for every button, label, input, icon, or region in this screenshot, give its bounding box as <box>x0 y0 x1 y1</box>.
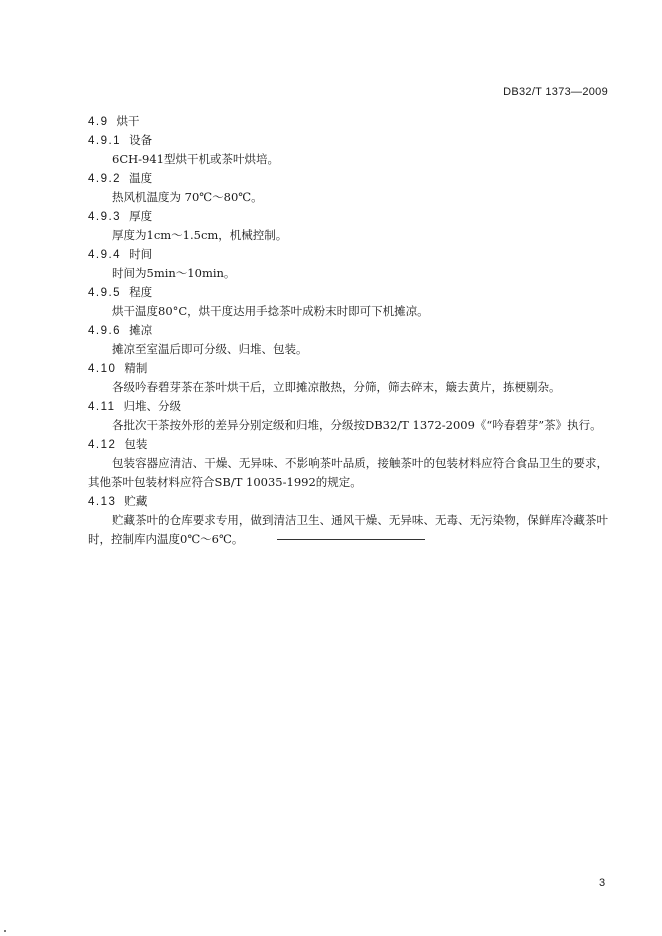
document-id-header: DB32/T 1373—2009 <box>503 86 608 98</box>
section-heading-4-9-1 <box>88 131 608 150</box>
scan-mark <box>4 930 6 932</box>
section-number: 4.9.1 <box>88 135 122 147</box>
section-number: 4.9.5 <box>88 287 122 299</box>
section-body-4-12: 包装容器应清洁、干燥、无异味、不影响茶叶品质，接触茶叶的包装材料应符合食品卫生的要求，其他茶叶包装材料应符合SB/T 10035-1992的规定。 <box>88 456 608 489</box>
section-title: 程度 <box>129 285 153 299</box>
section-heading-4-9-3 <box>88 207 608 226</box>
section-title: 温度 <box>129 171 153 185</box>
section-title: 精制 <box>124 361 148 375</box>
section-title: 时间 <box>129 247 153 261</box>
section-body-4-9-3: 厚度为1cm～1.5cm，机械控制。 <box>112 228 288 242</box>
section-number: 4.9.4 <box>88 249 122 261</box>
section-title: 归堆、分级 <box>123 399 182 413</box>
section-body-4-13: 贮藏茶叶的仓库要求专用，做到清洁卫生、通风干燥、无异味、无毒、无污染物，保鲜库冷藏茶叶时，控制库内温度0℃～6℃。 <box>88 513 608 546</box>
section-number: 4.10 <box>88 363 117 375</box>
section-number: 4.9.2 <box>88 173 122 185</box>
section-body-4-11: 各批次干茶按外形的差异分别定级和归堆，分级按DB32/T 1372-2009《“吟春碧芽”茶》执行。 <box>112 418 602 432</box>
document-body <box>88 112 608 549</box>
section-body-4-9-2: 热风机温度为 70℃～80℃。 <box>112 190 263 204</box>
section-heading-4-9-5 <box>88 283 608 302</box>
section-number: 4.9.3 <box>88 211 122 223</box>
section-heading-4-13 <box>88 492 608 511</box>
section-number: 4.12 <box>88 439 117 451</box>
section-body-4-9-4: 时间为5min～10min。 <box>112 266 236 280</box>
section-number: 4.9.6 <box>88 325 122 337</box>
section-title: 摊凉 <box>129 323 153 337</box>
section-heading-4-12 <box>88 435 608 454</box>
section-heading-4-9-4 <box>88 245 608 264</box>
section-number: 4.9 <box>88 116 109 128</box>
section-body-4-10: 各级吟春碧芽茶在茶叶烘干后，立即摊凉散热，分筛，筛去碎末，簸去黄片，拣梗剔杂。 <box>112 380 561 394</box>
section-heading-4-11 <box>88 397 608 416</box>
page-number: 3 <box>599 877 606 889</box>
section-title: 烘干 <box>116 114 140 128</box>
section-heading-4-9 <box>88 112 608 131</box>
section-body-4-9-5: 烘干温度80°C，烘干度达用手捻茶叶成粉末时即可下机摊凉。 <box>112 304 429 318</box>
section-title: 设备 <box>129 133 153 147</box>
end-of-document-rule <box>277 539 425 540</box>
section-title: 包装 <box>124 437 148 451</box>
section-heading-4-9-6 <box>88 321 608 340</box>
section-heading-4-10 <box>88 359 608 378</box>
section-number: 4.11 <box>88 401 116 413</box>
section-number: 4.13 <box>88 496 117 508</box>
section-body-4-9-1: 6CH-941型烘干机或茶叶烘培。 <box>112 152 279 166</box>
section-heading-4-9-2 <box>88 169 608 188</box>
section-title: 厚度 <box>129 209 153 223</box>
section-body-4-9-6: 摊凉至室温后即可分级、归堆、包装。 <box>112 342 308 356</box>
section-title: 贮藏 <box>124 494 148 508</box>
